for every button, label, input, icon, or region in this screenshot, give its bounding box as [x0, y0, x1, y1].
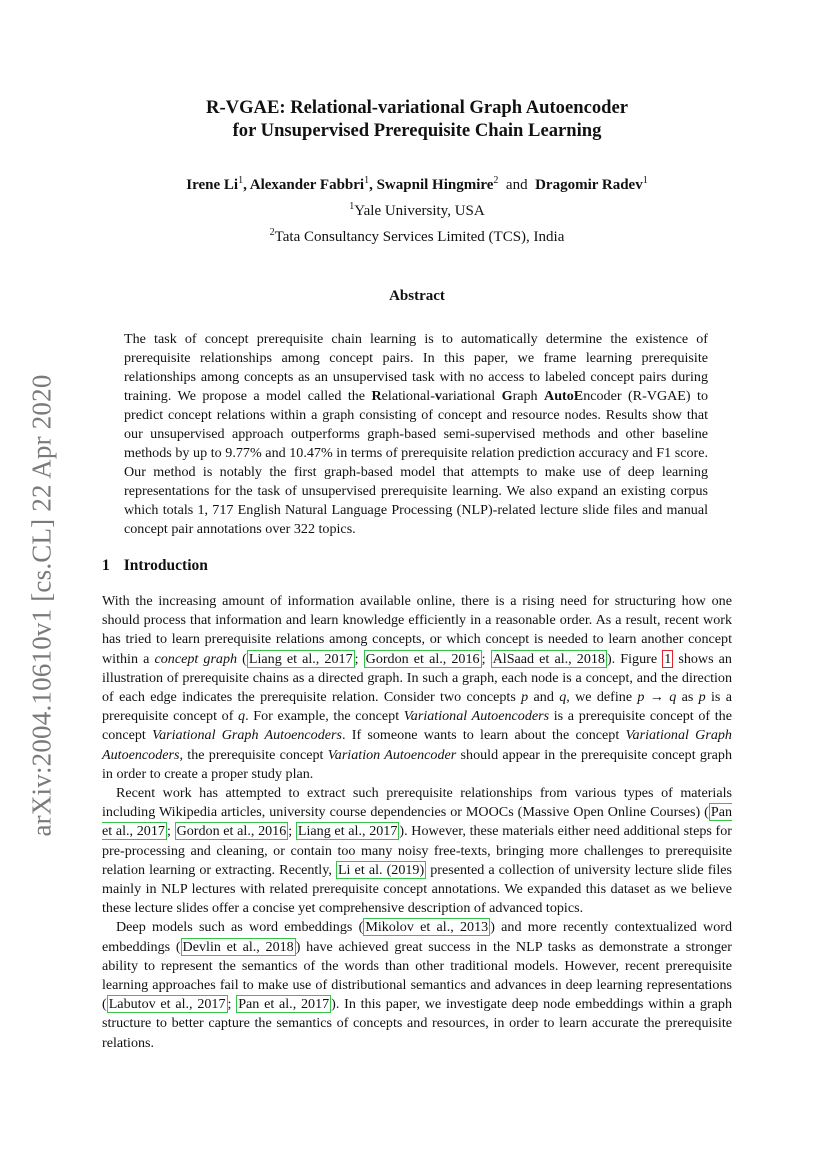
author-3: Swapnil Hingmire	[376, 177, 494, 193]
abstract-text	[124, 330, 708, 539]
author-1: Irene Li	[186, 177, 239, 193]
abstract-part: ncoder (R-VGAE) to predict concept relations within a graph consisting of concept and resource nodes. Results show that our unsupervised approach outperforms graph-based semi-supervised methods and other baseline methods by up to 9.77% and 10.47% in terms of prerequisite relation prediction accuracy and F1 score. Our method is notably the first graph-based model that attempts to make use of deep learning representations for the task of unsupervised prerequisite learning. We also expand an existing corpus which totals 1, 717 English Natural Language Processing (NLP)-related lecture slide files and manual concept pair annotations over 322 topics.	[124, 388, 708, 537]
text: Recent work has attempted to extract such prerequisite relationships from various types of materials including Wikipedia articles, university course dependencies or MOOCs (Massive Open Online Courses) (	[102, 785, 732, 821]
section-heading	[102, 557, 208, 575]
citation-link[interactable]: Mikolov et al., 2013	[365, 919, 489, 936]
author-4: Dragomir Radev	[535, 177, 643, 193]
author-2: Alexander Fabbri	[249, 177, 365, 193]
affiliation-2	[100, 222, 734, 248]
text: ). However, these materials either need additional steps for pre-processing and cleaning, or contain too many noisy free-texts, bringing more challenges to prerequisite relation learning or extracting. Recently,	[102, 823, 732, 878]
abstract-bold: G	[501, 388, 513, 404]
text: With the increasing amount of information available online, there is a rising need for structuring how one should process that information and learn knowledge efficiently in a reasonable order. As a result, recent work has tried to learn prerequisite relations among concepts, or which concept is needed to learn another concept within a	[102, 593, 732, 667]
emphasis: Variational Graph Autoencoders	[152, 727, 343, 744]
citation-link[interactable]: Li et al. (2019)	[337, 861, 425, 878]
abstract-bold: Auto	[544, 388, 574, 404]
section-number: 1	[102, 557, 110, 574]
text: ;	[354, 650, 364, 667]
citation-link[interactable]: Devlin et al., 2018	[182, 938, 294, 955]
math: p	[698, 689, 706, 706]
math: p	[637, 689, 645, 706]
abstract-part: ariational	[441, 388, 502, 404]
section-title: Introduction	[123, 557, 208, 574]
text: , the prerequisite concept	[179, 746, 328, 763]
math: p	[521, 689, 529, 706]
text: is a prerequisite concept of the concept	[102, 708, 732, 744]
text: ). Figure	[606, 650, 663, 667]
text: ) have achieved great success in the NLP tasks as demonstrate a stronger ability to represent the semantics of the words than other traditional models. However, recent prerequisite learning approaches fail to make use of distributional semantics and advances in deep learning representations (	[102, 938, 732, 1013]
text: as	[676, 689, 699, 706]
text: ;	[166, 823, 175, 840]
math: q	[669, 689, 677, 706]
citation-link[interactable]: Gordon et al., 2016	[365, 650, 480, 667]
abstract-part: raph	[512, 388, 545, 404]
figure-link[interactable]: 1	[664, 650, 672, 667]
text: is a prerequisite concept of	[102, 689, 732, 725]
text: shows an illustration of prerequisite chains as a directed graph. In such a graph, each node is a concept, and the direction of each edge indicates the prerequisite relation. Consider two concepts	[102, 650, 732, 706]
introduction-body	[102, 592, 732, 1053]
text: ) and more recently contextualized word embeddings (	[102, 919, 732, 955]
math-arrow: →	[644, 689, 670, 706]
arxiv-identifier	[22, 365, 62, 845]
title-line-1: R-VGAE: Relational-variational Graph Autoencoder	[206, 97, 628, 118]
author-1-affil: 1	[238, 175, 244, 186]
paper-title	[100, 96, 734, 142]
affiliation-2-text: Tata Consultancy Services Limited (TCS), India	[274, 229, 565, 245]
emphasis: Variational Graph Autoencoders	[102, 727, 732, 763]
affiliation-2-mark: 2	[269, 227, 275, 238]
title-line-2: for Unsupervised Prerequisite Chain Learning	[232, 120, 602, 141]
math: q	[238, 708, 246, 725]
emphasis: Variation Autoencoder	[327, 746, 457, 763]
paragraph-1	[102, 592, 732, 784]
citation-link[interactable]: Liang et al., 2017	[297, 823, 398, 840]
author-block	[100, 170, 734, 248]
text: should appear in the prerequisite concept graph in order to create a proper study plan.	[102, 746, 732, 782]
text: and	[528, 689, 560, 706]
paragraph-2	[102, 784, 732, 918]
math: q	[559, 689, 567, 706]
citation-link[interactable]: Labutov et al., 2017	[108, 996, 226, 1013]
abstract-bold: R	[371, 388, 382, 404]
text: (	[237, 650, 247, 667]
author-sep: ,	[369, 177, 377, 193]
abstract-bold: E	[573, 388, 584, 404]
affiliation-1	[100, 196, 734, 222]
author-and: and	[505, 177, 528, 193]
arxiv-identifier-text: arXiv:2004.10610v1 [cs.CL] 22 Apr 2020	[26, 373, 57, 837]
text: presented a collection of university lecture slide files mainly in NLP lectures with related prerequisite concept annotations. We expanded this dataset as we believe these lecture slides offer a concise yet comprehensive description of advanced topics.	[102, 861, 732, 917]
text: ). In this paper, we investigate deep node embeddings within a graph structure to better capture the semantics of concepts and resources, in order to learn accurate the prerequisite relations.	[102, 996, 732, 1051]
affiliation-1-text: Yale University, USA	[354, 203, 485, 219]
citation-link[interactable]: Liang et al., 2017	[248, 650, 353, 667]
abstract-heading: Abstract	[389, 288, 445, 304]
emphasis: concept graph	[154, 650, 238, 667]
citation-link[interactable]: AlSaad et al., 2018	[492, 650, 605, 667]
paragraph-3	[102, 918, 732, 1052]
abstract-part: The task of concept prerequisite chain learning is to automatically determine the existence of prerequisite relationships among concept pairs. In this paper, we frame learning prerequisite relationships among concepts as an unsupervised task with no access to labeled concept pairs during training. We propose a model called the	[124, 331, 708, 404]
abstract-bold: v	[434, 388, 442, 404]
author-names	[100, 170, 734, 196]
citation-link[interactable]: Pan et al., 2017	[102, 804, 732, 840]
text: , we define	[566, 689, 638, 706]
author-3-affil: 2	[493, 175, 499, 186]
text: ;	[481, 650, 491, 667]
author-sep: ,	[243, 177, 250, 193]
author-2-affil: 1	[364, 175, 370, 186]
text: . For example, the concept	[245, 708, 404, 725]
citation-link[interactable]: Gordon et al., 2016	[176, 823, 287, 840]
text: ;	[227, 996, 237, 1013]
abstract-part: elational-	[381, 388, 435, 404]
text: Deep models such as word embeddings (	[116, 919, 364, 936]
affiliation-1-mark: 1	[349, 201, 355, 212]
emphasis: Variational Autoencoders	[403, 708, 550, 725]
text: . If someone wants to learn about the concept	[342, 727, 626, 744]
author-4-affil: 1	[642, 175, 648, 186]
text: ;	[288, 823, 296, 840]
citation-link[interactable]: Pan et al., 2017	[238, 996, 330, 1013]
